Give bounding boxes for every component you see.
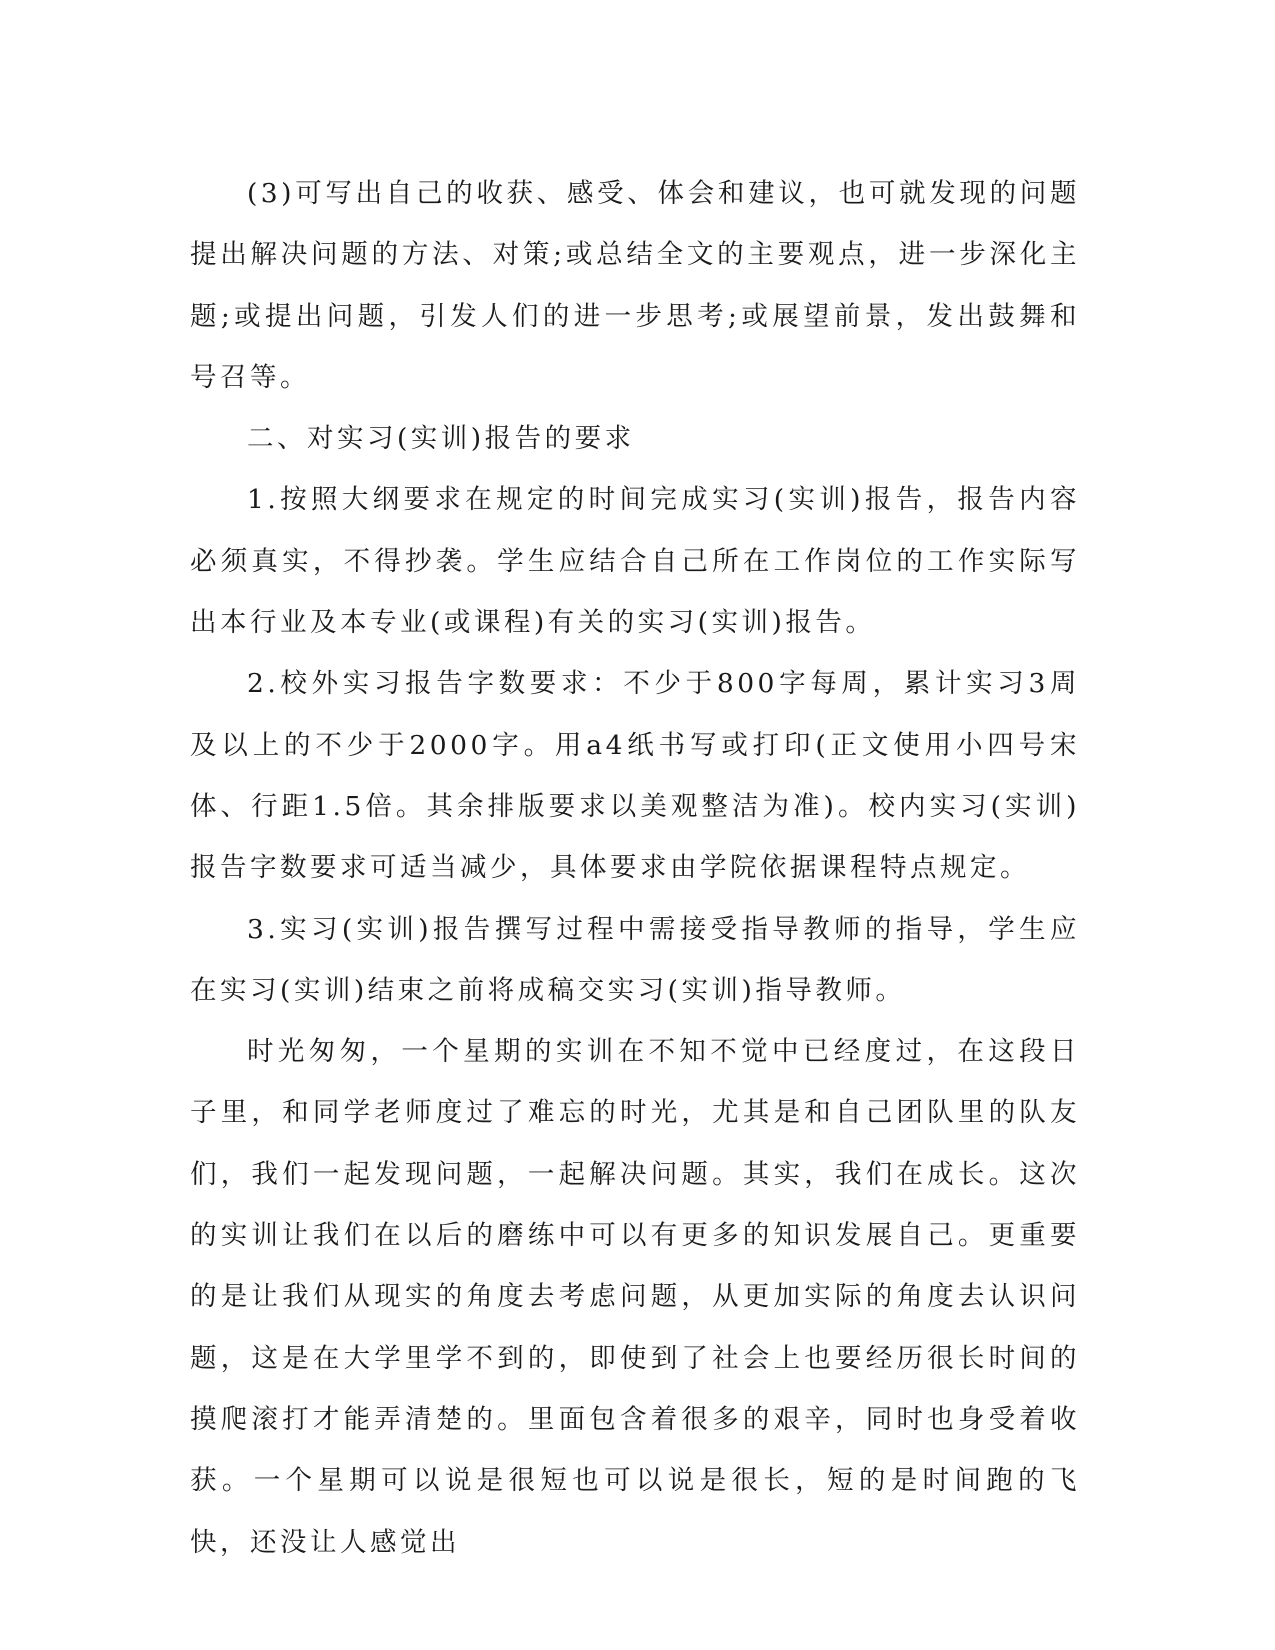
document-body	[190, 163, 1080, 1573]
paragraph-requirement-1: 1.按照大纲要求在规定的时间完成实习(实训)报告，报告内容必须真实，不得抄袭。学生应结合自己所在工作岗位的工作实际写出本行业及本专业(或课程)有关的实习(实训)报告。	[190, 484, 1080, 639]
paragraph-reflection: 时光匆匆，一个星期的实训在不知不觉中已经度过，在这段日子里，和同学老师度过了难忘的时光，尤其是和自己团队里的队友们，我们一起发现问题，一起解决问题。其实，我们在成长。这次的实训让我们在以后的磨练中可以有更多的知识发展自己。更重要的是让我们从现实的角度去考虑问题，从更加实际的角度去认识问题，这是在大学里学不到的，即使到了社会上也要经历很长时间的摸爬滚打才能弄清楚的。里面包含着很多的艰辛，同时也身受着收获。一个星期可以说是很短也可以说是很长，短的是时间跑的飞快，还没让人感觉出	[190, 1036, 1080, 1558]
section-heading-report-requirements: 二、对实习(实训)报告的要求	[246, 423, 635, 455]
paragraph-requirement-3: 3.实习(实训)报告撰写过程中需接受指导教师的指导，学生应在实习(实训)结束之前将成稿交实习(实训)指导教师。	[190, 913, 1080, 1006]
paragraph-conclusion-guidance: (3)可写出自己的收获、感受、体会和建议，也可就发现的问题提出解决问题的方法、对策;或总结全文的主要观点，进一步深化主题;或提出问题，引发人们的进一步思考;或展望前景，发出鼓舞和号召等。	[190, 178, 1080, 393]
paragraph-requirement-2: 2.校外实习报告字数要求：不少于800字每周，累计实习3周及以上的不少于2000字。用a4纸书写或打印(正文使用小四号宋体、行距1.5倍。其余排版要求以美观整洁为准)。校内实习(实训)报告字数要求可适当减少，具体要求由学院依据课程特点规定。	[190, 668, 1080, 884]
